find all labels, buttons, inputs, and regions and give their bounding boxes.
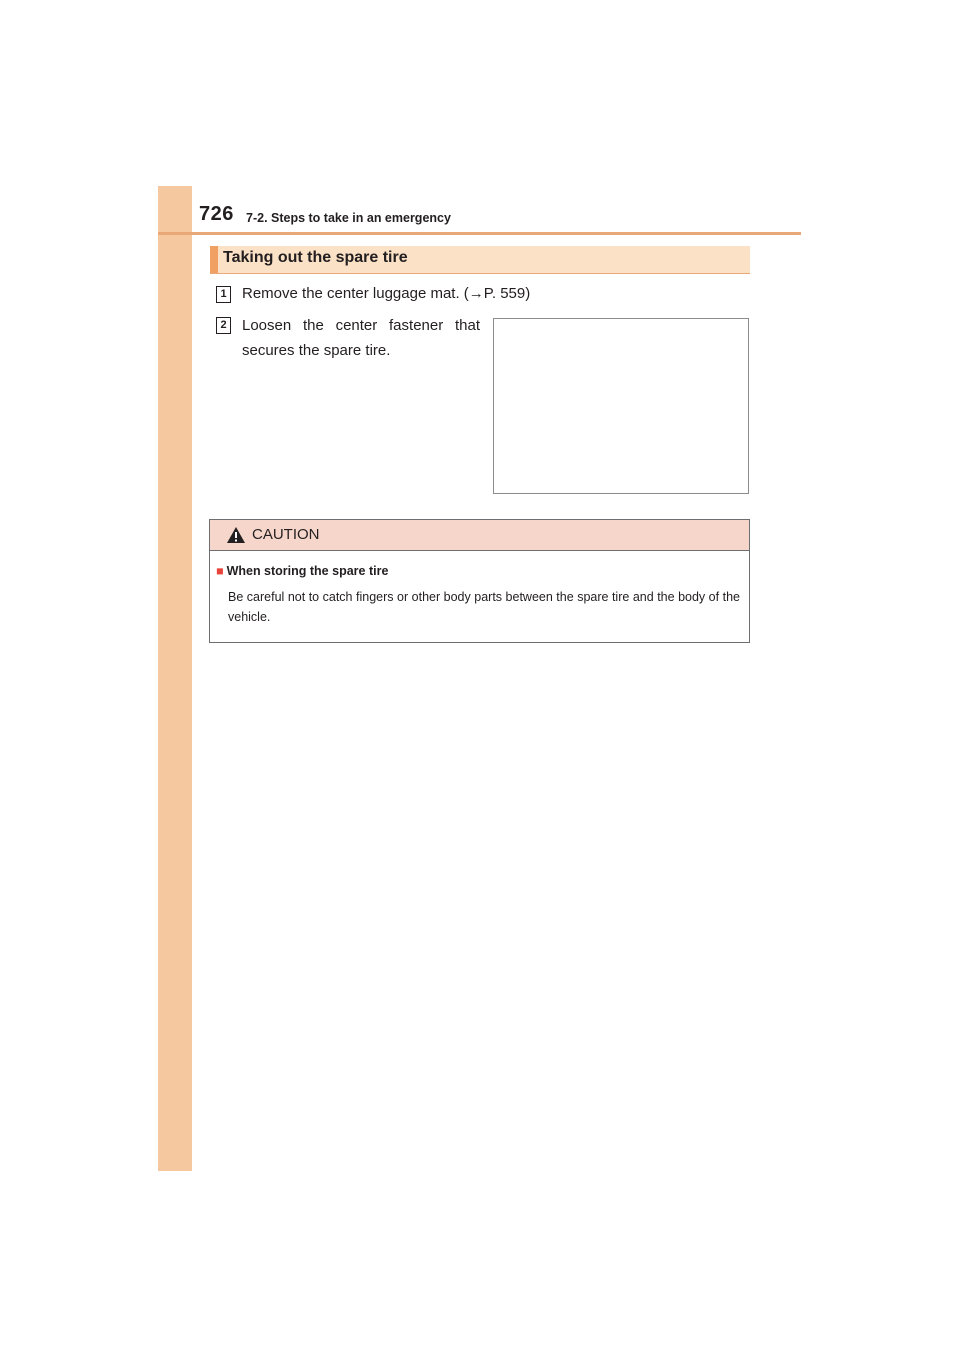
square-bullet-icon: ■ bbox=[216, 564, 224, 578]
caution-header bbox=[210, 520, 749, 551]
step-text-1: Remove the center luggage mat. (→P. 559) bbox=[242, 285, 531, 302]
caution-subheading bbox=[216, 564, 388, 578]
heading-text: Taking out the spare tire bbox=[223, 249, 408, 266]
page-number: 726 bbox=[199, 203, 234, 225]
caution-box bbox=[209, 519, 750, 643]
side-tab-band bbox=[158, 186, 192, 1171]
heading-accent bbox=[210, 246, 218, 273]
section-title: 7-2. Steps to take in an emergency bbox=[246, 211, 451, 225]
warning-triangle-icon bbox=[226, 526, 246, 549]
header-divider bbox=[158, 232, 801, 235]
step-text-2: Loosen the center fastener that secures the spare tire. bbox=[242, 317, 480, 359]
caution-subheading-text: When storing the spare tire bbox=[226, 564, 389, 578]
step-number-badge-2: 2 bbox=[216, 317, 231, 334]
step-number-badge-1: 1 bbox=[216, 286, 231, 303]
caution-title: CAUTION bbox=[252, 526, 320, 543]
caution-body: Be careful not to catch fingers or other body parts between the spare tire and the body of the vehicle. bbox=[228, 590, 740, 624]
section-heading bbox=[210, 246, 750, 274]
illustration-frame bbox=[493, 318, 749, 494]
